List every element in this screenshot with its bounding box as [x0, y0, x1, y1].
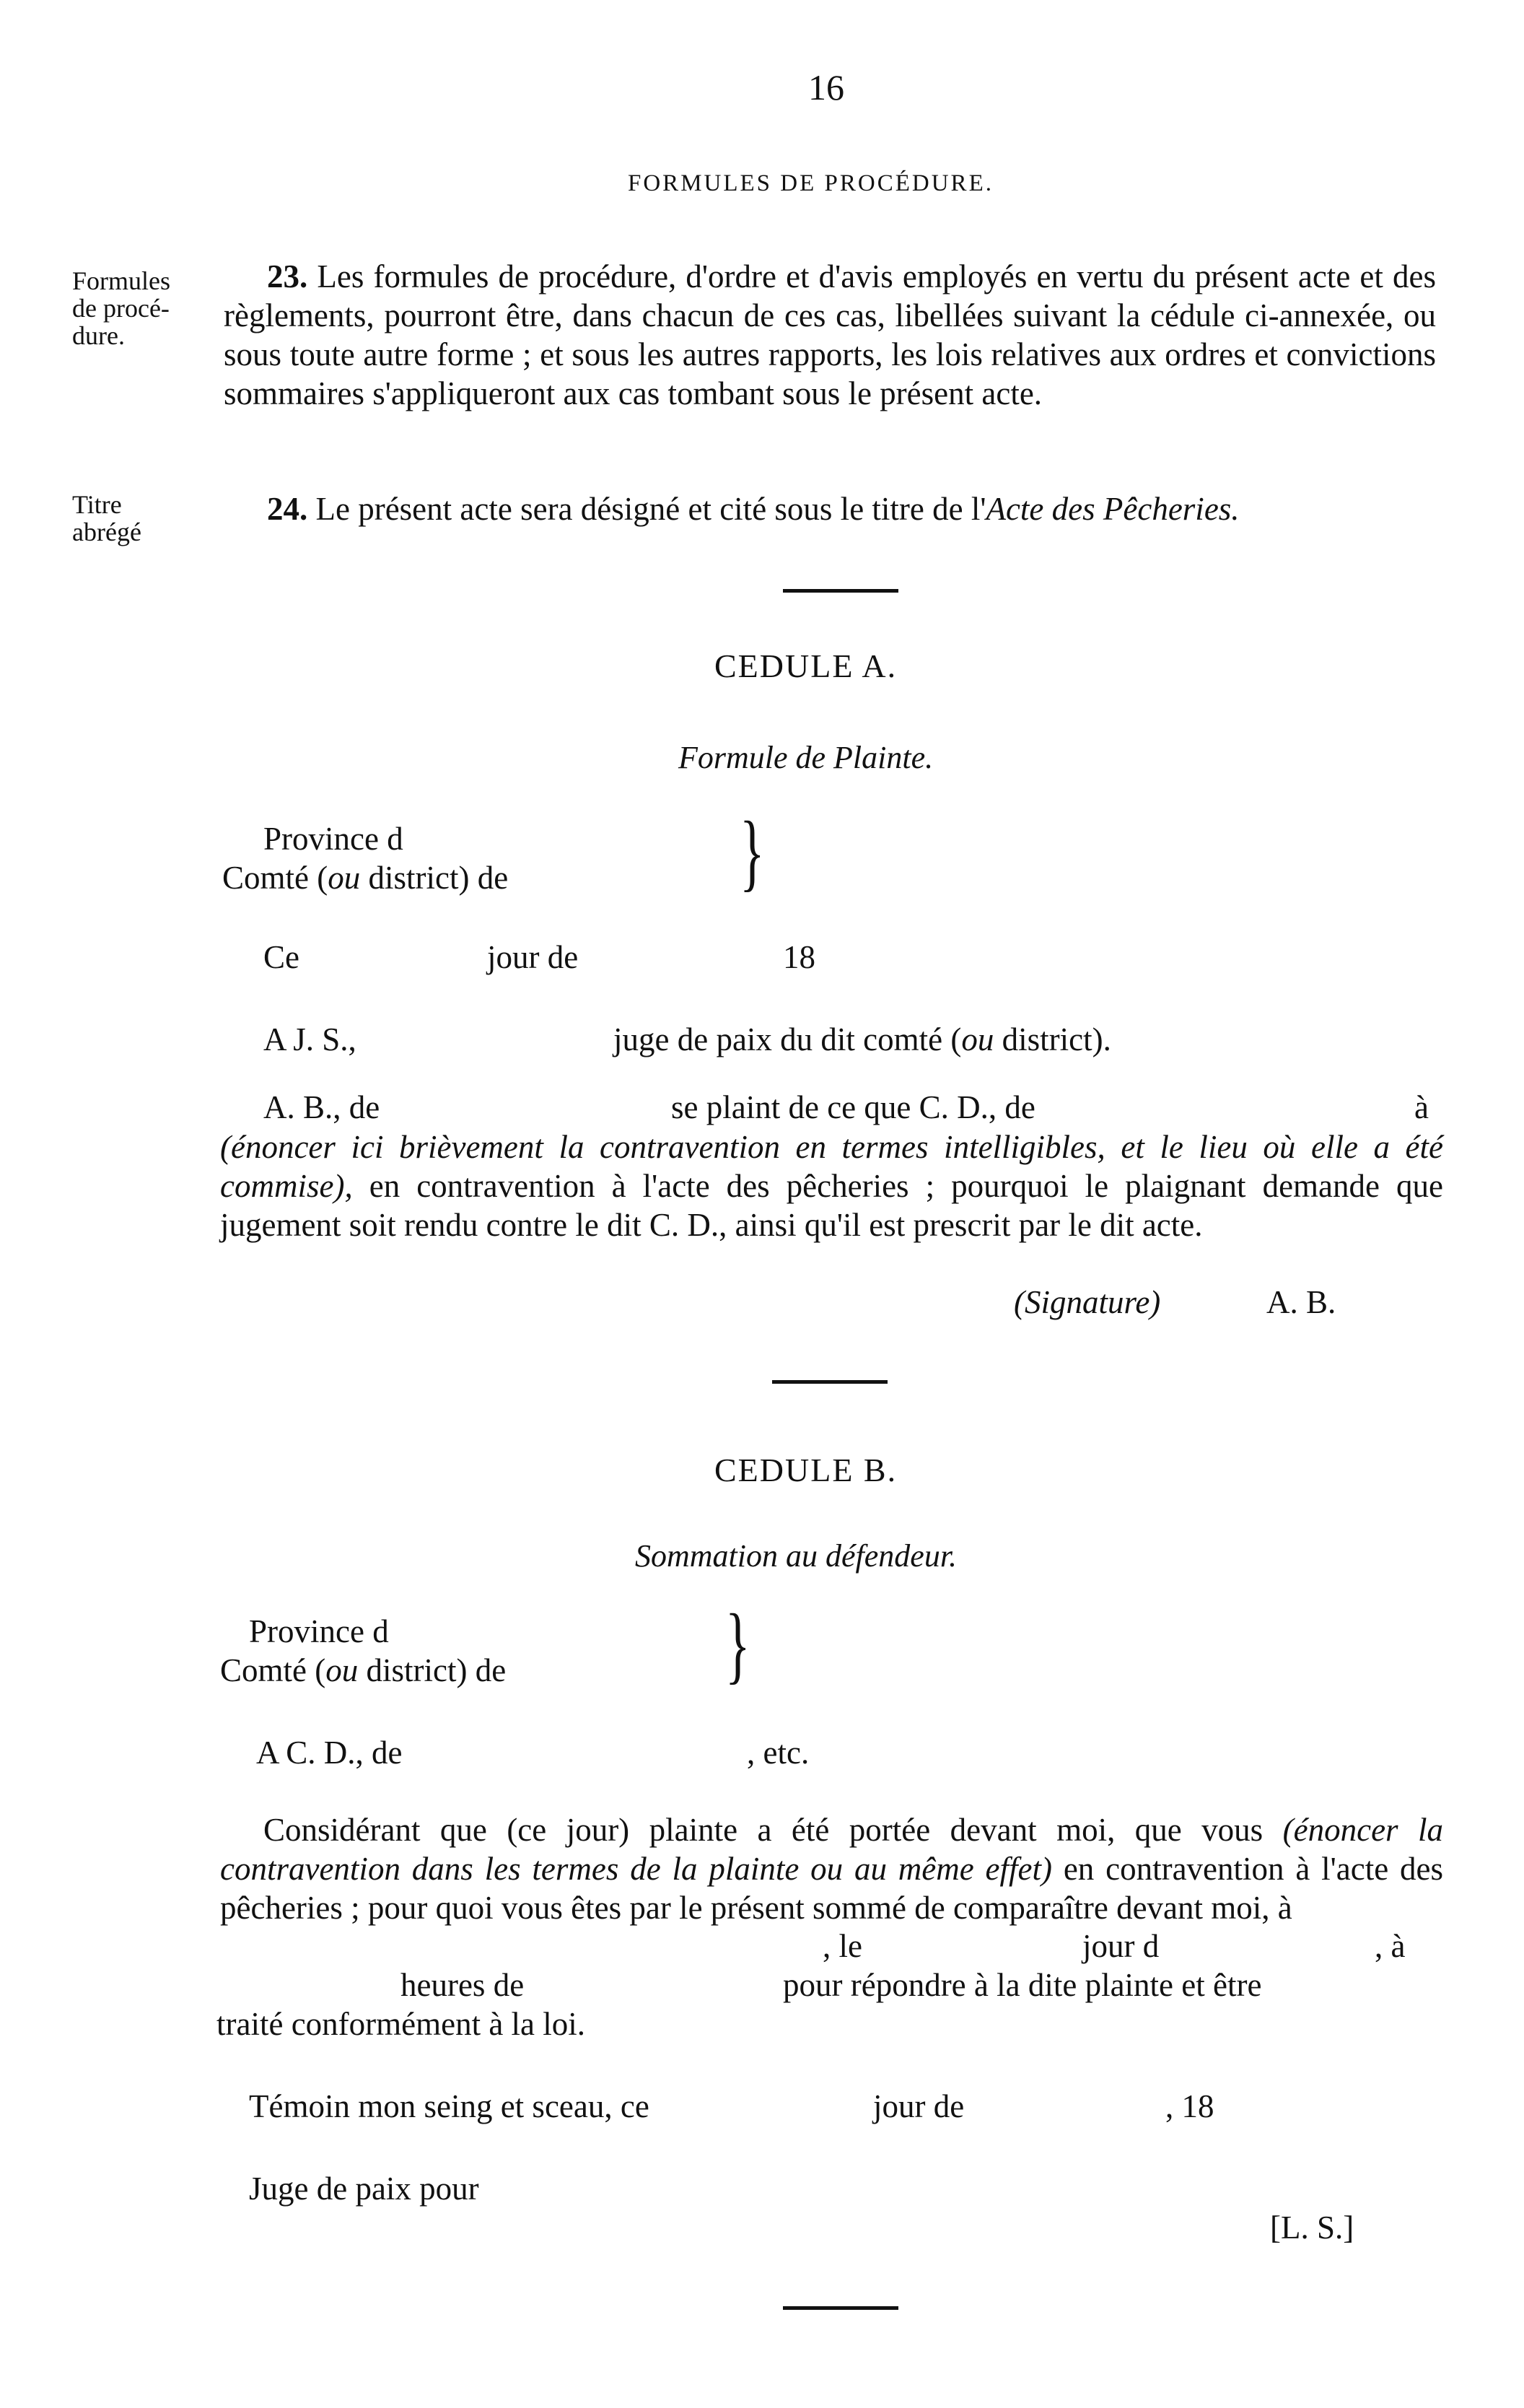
page-number: 16 — [808, 67, 844, 108]
running-head: FORMULES DE PROCÉDURE. — [628, 170, 994, 196]
year-label: , 18 — [1165, 2088, 1214, 2124]
etc-label: , etc. — [747, 1735, 810, 1771]
heures-label: heures de — [400, 1967, 525, 2003]
temoin-label: Témoin mon seing et sceau, ce — [249, 2088, 649, 2124]
cedule-b-title: CEDULE B. — [714, 1452, 898, 1488]
section-24 — [224, 489, 1436, 528]
brace: } — [725, 1596, 750, 1692]
cedule-a-title: CEDULE A. — [714, 647, 898, 684]
section-number: 24. — [267, 491, 308, 527]
cedule-b-subtitle: Sommation au défendeur. — [635, 1538, 958, 1574]
section-text: Le présent acte sera désigné et cité sous le titre de l' — [315, 491, 986, 527]
acd-label: A C. D., de — [256, 1735, 403, 1771]
juge-de-paix-label: Juge de paix pour — [249, 2171, 479, 2207]
body-rest: en contravention à l'acte des pêcheries ; pourquoi le plaignant demande que jugement soit rendu contre le dit C. D., ainsi qu'il est prescrit par le dit acte. — [220, 1168, 1443, 1243]
signature-label: (Signature) — [1014, 1284, 1161, 1320]
comte-field: Comté (ou district) de — [222, 860, 509, 896]
section-23 — [224, 257, 1436, 413]
jour-de-label: jour de — [487, 939, 579, 975]
margin-note-titre: Titre abrégé — [72, 490, 141, 546]
repondre-label: pour répondre à la dite plainte et être — [783, 1967, 1262, 2003]
cedule-a-subtitle: Formule de Plainte. — [678, 740, 934, 775]
cedule-a-body — [220, 1127, 1443, 1244]
divider — [783, 2306, 898, 2310]
comte-field: Comté (ou district) de — [220, 1652, 507, 1688]
ce-label: Ce — [263, 939, 299, 975]
le-label: , le — [823, 1928, 862, 1964]
signature-name: A. B. — [1266, 1284, 1336, 1320]
province-field: Province d — [263, 821, 403, 857]
ajs-label: A J. S., — [263, 1021, 356, 1057]
year-label: 18 — [783, 939, 815, 975]
italic-instruction: (énoncer la contravention dans les termes de la plainte ou au même effet) — [220, 1812, 1444, 1887]
act-title: Acte des Pêcheries. — [986, 491, 1240, 527]
traite-label: traité conformément à la loi. — [216, 2006, 586, 2042]
ab-de-label: A. B., de — [263, 1089, 380, 1125]
section-number: 23. — [267, 258, 308, 295]
juge-label: juge de paix du dit comté (ou district). — [613, 1021, 1111, 1057]
margin-note-formules: Formules de procé- dure. — [72, 266, 171, 350]
jour-d-label: jour d — [1082, 1928, 1160, 1964]
section-text: Les formules de procédure, d'ordre et d'avis employés en vertu du présent acte et des règlements, pourront être, dans chacun de ces cas, libellées suivant la cédule ci-annexée, ou sous toute autre forme ; et sous les autres rapports, les lois relatives aux ordres et convictions sommaires s'appliqueront aux cas tombant sous le présent acte. — [224, 258, 1436, 411]
italic-instruction: (énoncer ici brièvement la contravention en termes intelligibles, et le lieu où elle a été commise), — [220, 1129, 1443, 1204]
seal-label: [L. S.] — [1270, 2209, 1354, 2246]
divider — [783, 589, 898, 593]
comma-a-label: , à — [1375, 1928, 1406, 1964]
divider — [772, 1380, 888, 1384]
brace: } — [740, 803, 765, 899]
a-word: à — [1414, 1089, 1429, 1125]
cedule-b-body: Considérant que (ce jour) plainte a été portée devant moi, que vous (énoncer la contravention dans les termes de la plainte ou au même effet) en contravention à l'acte des pêcheries ; pour quoi vous êtes par le présent sommé de comparaître devant moi, à — [220, 1812, 1444, 1926]
province-field: Province d — [249, 1613, 389, 1649]
se-plaint-label: se plaint de ce que C. D., de — [671, 1089, 1035, 1125]
jour-de-label: jour de — [873, 2088, 965, 2124]
